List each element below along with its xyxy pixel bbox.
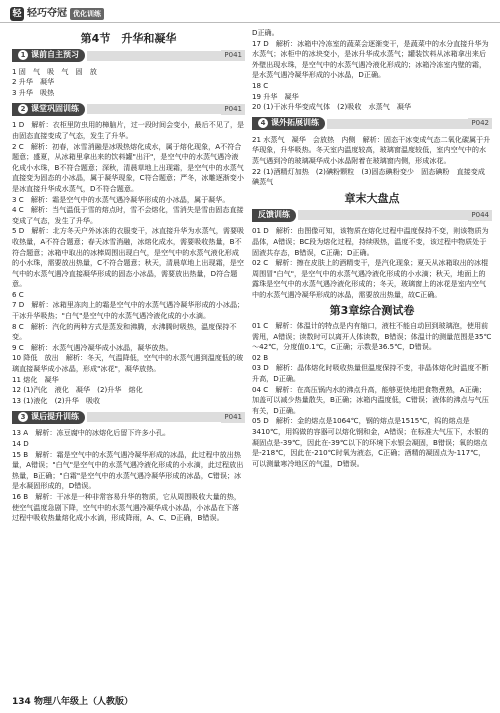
brand [10,4,104,21]
section-label: 课堂巩固训练 [31,104,79,114]
section-label: 课后提升训练 [31,412,79,422]
section-label: 课前自主预习 [31,50,79,60]
page-code: P041 [221,412,245,423]
section-text: 1 D 解析：衣柜里防虫用的樟脑片，过一段时间会变小，最后不见了，是由固态直接变成了气态，发生了升华。 2 C 解析：初春，冰雪消融是冰吸热熔化成水，属于熔化现象，A不符合题意；盛夏，从冰箱里拿出来的饮料罐"出汗"，是空气中的水蒸气遇冷液化成小水珠，B不符合题意；深秋，清晨草地上出现霜，是空气中的水蒸气直接变为固态的小冰晶，属于凝华现象，C符合题意；严冬，冰雕逐渐变小是冰直接升华成水蒸气，D不符合题意。 3 C 解析：霜是空气中的水蒸气遇冷凝华形成的小冰晶，属于凝华。 4 C 解析：当气温低于雪的熔点时，雪不会熔化，雪消失是雪由固态直接变成了气态，发生了升华。 5 D 解析：北方冬天户外冰冻的衣服变干，冰直接升华为水蒸气，需要吸收热量，A不符合题意；春天冰雪消融，冰熔化成水，需要吸收热量，B不符合题意；冰箱中取出的冰棒周围出现白气，是空气中的水蒸气液化形成的小水珠，需要放出热量，C不符合题意；秋天，清晨草地上出现霜，是空气中的水蒸气遇冷直接凝华形成的固态小冰晶，需要放出热量，D符合题意。 6 C 7 D 解析：冰箱里冻肉上的霜是空气中的水蒸气遇冷凝华形成的小冰晶；干冰升华吸热；"白气"是空气中的水蒸气遇冷液化成的小水滴。 8 C 解析：汽化的两种方式是蒸发和沸腾，水沸腾时吸热，温度保持不变。 9 C 解析：水蒸气遇冷凝华成小冰晶，凝华放热。 10 降低 放出 解析：冬天，气温降低，空气中的水蒸气遇到温度低的玻璃直接凝华成小冰晶，形成"冰花"，凝华放热。 11 熔化 凝华 12 (1)汽化 液化 凝华 (2)升华 熔化 13 (1)液化 (2)升华 吸收 [12,120,245,405]
section-header-1 [12,49,245,63]
test-text: 01 C 解析：体温计的特点是内有缩口，液柱不能自动回到玻璃泡，使用前需甩，A错误；读数时可以离开人体读数，B错误；体温计的测量范围是35℃～42℃，分度值0.1℃，C正确；示数是36.5℃，D错误。 02 B 03 D 解析：晶体熔化时吸收热量但温度保持不变，非晶体熔化时温度不断升高，D正确。 04 C 解析：在高压锅内水的沸点升高，能够更快地把食物煮熟，A正确；加盖可以减少热量散失，B正确；冰箱内温度低，C错误；液体的沸点与气压有关，D正确。 05 D 解析：金的熔点是1064℃，钢的熔点是1515℃，钨的熔点是3410℃，用钨做的容器可以熔化钢和金，A错误；在标准大气压下，水银的凝固点是-39℃，因此在-39℃以下的环境下水银会凝固，B错误；氧的熔点是-218℃，因此在-210℃时氧为液态，C正确；酒精的凝固点为-117℃，可以测量寒冷地区的气温，D错误。 [252,321,492,468]
section-title: 第4节 升华和凝华 [80,32,177,45]
left-column [12,28,245,524]
brand-tag: 优化训练 [70,8,104,20]
answer-text: D正确。 17 D 解析：冰箱中冷冻室的蔬菜会逐渐变干，是蔬菜中的水分直接升华为水蒸气；冰柜中的冰块变小，是冰升华成水蒸气；罐装饮料从冰箱拿出来后外壁出现水珠，是空气中的水蒸气遇冷液化形成的；冰箱冷冻室内壁的霜，是水蒸气遇冷凝华形成的小冰晶，D正确。 18 C 19 升华 凝华 20 (1)干冰升华变成气体 (2)吸收 水蒸气 凝华 [252,28,489,112]
book-title: 物理八年级上（人教版） [33,697,133,707]
top-bar [0,0,500,23]
section-text: 21 水蒸气 凝华 会放热 内侧 解析：固态干冰变成气态二氧化碳属于升华现象，升华吸热。冬天室内温度较高，玻璃窗温度较低，室内空气中的水蒸气遇到冷的玻璃凝华成小冰晶附着在玻璃窗内侧，形成冰花。 22 (1)酒精灯加热 (2)碘粉颗粒 (3)固态碘粉变少 固态碘粉 直接变成碘蒸气 [252,134,491,187]
section-number: 2 [18,104,28,114]
section-header-3 [12,410,245,424]
section-number: 3 [18,412,28,422]
section-header-feedback [252,208,492,222]
page-number: 134 [12,697,31,707]
brand-logo-icon: 轻 [10,7,24,21]
page-code: P044 [468,210,492,221]
page-code: P041 [221,104,245,115]
chapter-title: 章末大盘点 [344,191,400,205]
right-column [252,28,492,469]
page-code: P042 [468,118,492,129]
brand-name: 轻巧夺冠 [27,8,67,19]
section-number: 4 [258,118,268,128]
section-header-2 [12,102,245,116]
section-header-4 [252,117,492,131]
section-number: 1 [18,50,28,60]
section-text: 01 D 解析：由图像可知，该物质在熔化过程中温度保持不变，则该物质为晶体，A错误；BC段为熔化过程，持续吸热，温度不变，该过程中物质处于固液共存态，B错误，C正确；D正确。 02 C 解析：擦在皮肤上的酒精变干，是汽化现象；夏天从冰箱取出的冰棍周围冒"白气"，是空气中的水蒸气遇冷液化形成的小水滴；秋天，地面上的露珠是空气中的水蒸气遇冷液化形成的；冬天，玻璃窗上的冰花是室内空气中的水蒸气遇冷凝华形成的冰晶，需要放出热量，故C正确。 [252,226,489,299]
section-text: 13 A 解析：冻豆腐中的冰熔化后留下许多小孔。 14 D 15 B 解析：霜是空气中的水蒸气遇冷凝华形成的冰晶，此过程中放出热量，A错误；"白气"是空气中的水蒸气遇冷液化形成的小水滴，此过程放出热量，B正确；"白霜"是空气中的水蒸气遇冷凝华形成的冰晶，C错误；冰是水凝固形成的，D错误。 16 B 解析：干冰是一种非常容易升华的物质，它从周围吸收大量的热，使空气温度急剧下降，空气中的水蒸气遇冷凝华成小冰晶，小冰晶在下落过程中吸收热量熔化成小水滴，形成降雨，A、C、D正确，B错误。 [12,428,244,523]
page-code: P041 [221,50,245,61]
section-text: 1 固 气 吸 气 固 放 2 升华 凝华 3 升华 吸热 [12,66,97,97]
section-label: 课外拓展训练 [271,118,319,128]
footer [12,694,133,707]
section-label: 反馈训练 [252,209,296,222]
test-title: 第3章综合测试卷 [329,304,415,318]
